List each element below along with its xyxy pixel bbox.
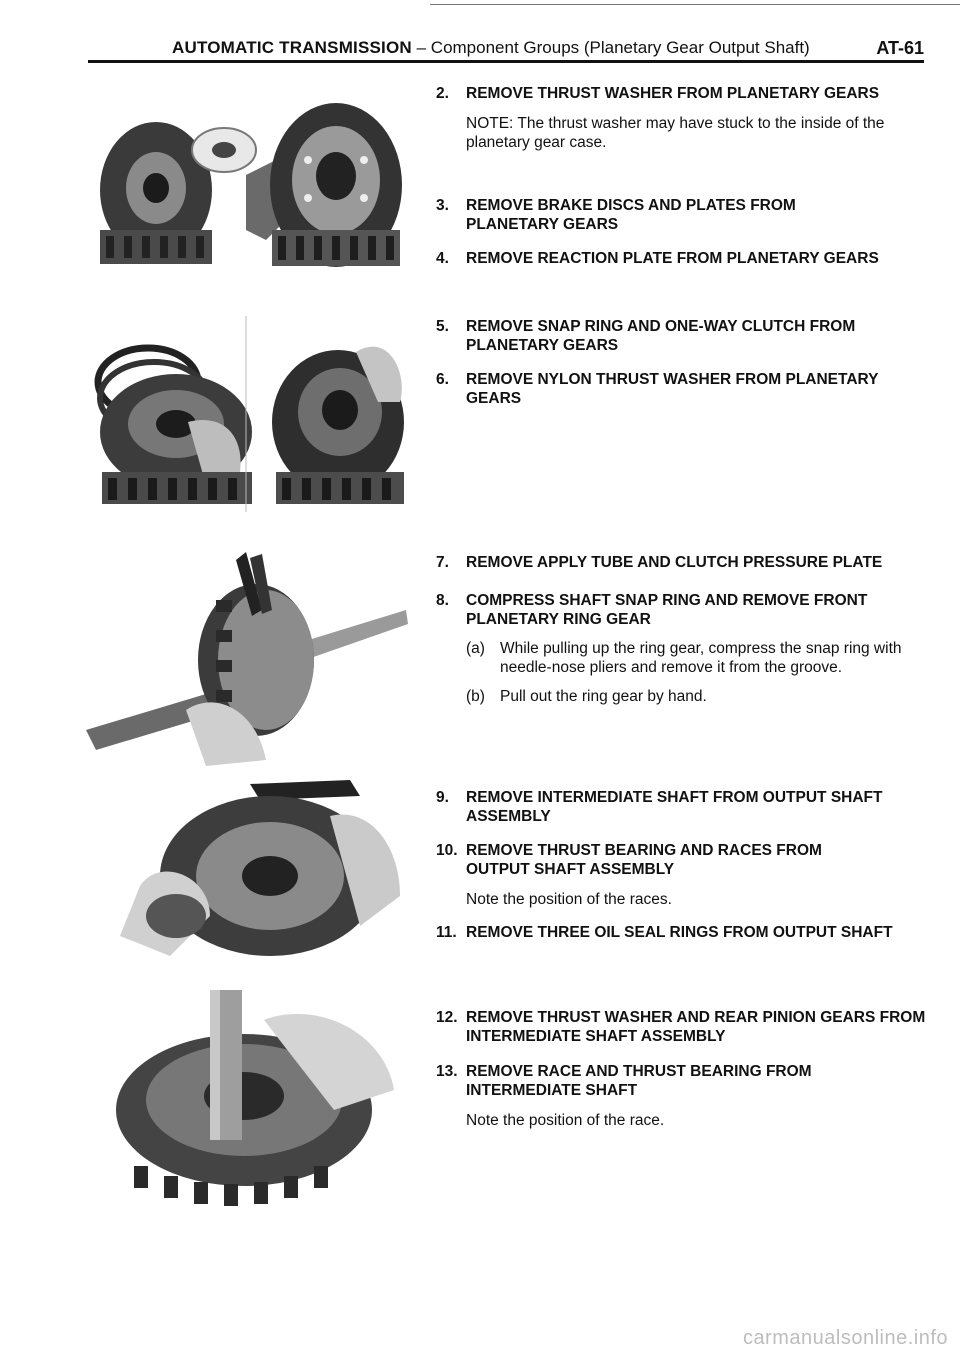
step-4: [436, 249, 926, 268]
step-7: [436, 553, 926, 572]
step-substep: [466, 687, 926, 706]
photo-intermediate-shaft: [100, 776, 410, 972]
step-number: 5.: [436, 318, 449, 335]
step-10: [436, 841, 926, 909]
step-note: NOTE: The thrust washer may have stuck to the inside of the planetary gear case.: [466, 115, 885, 151]
step-number: 10.: [436, 842, 458, 859]
step-6: [436, 370, 926, 408]
photo-ring-gear-shaft: [86, 540, 412, 766]
page-number: AT-61: [876, 38, 924, 58]
step-title: REMOVE REACTION PLATE FROM PLANETARY GEARS: [466, 250, 879, 267]
step-number: 6.: [436, 371, 449, 388]
step-title: REMOVE APPLY TUBE AND CLUTCH PRESSURE PLATE: [466, 554, 883, 571]
step-2: [436, 84, 926, 152]
step-note: Note the position of the race.: [466, 1112, 665, 1129]
step-number: 11.: [436, 924, 457, 941]
step-8: [436, 591, 926, 706]
step-title: REMOVE THRUST BEARING AND RACES FROM OUTPUT SHAFT ASSEMBLY: [466, 842, 822, 878]
substep-text: While pulling up the ring gear, compress the snap ring with needle-nose pliers and remove it from the groove.: [500, 640, 902, 676]
step-title: REMOVE THREE OIL SEAL RINGS FROM OUTPUT SHAFT: [466, 924, 893, 941]
step-title: COMPRESS SHAFT SNAP RING AND REMOVE FRONT PLANETARY RING GEAR: [466, 592, 868, 628]
top-rule: [430, 4, 960, 5]
watermark: carmanualsonline.info: [742, 1327, 948, 1349]
step-number: 8.: [436, 592, 449, 609]
step-number: 9.: [436, 789, 449, 806]
step-title: REMOVE RACE AND THRUST BEARING FROM INTERMEDIATE SHAFT: [466, 1063, 812, 1099]
step-12: [436, 1008, 926, 1046]
substep-label: (a): [466, 640, 485, 657]
substep-label: (b): [466, 688, 485, 705]
step-5: [436, 317, 926, 355]
step-13: [436, 1062, 926, 1130]
photo-snap-ring-clutch: [88, 312, 410, 518]
header-title-bold: AUTOMATIC TRANSMISSION: [172, 38, 412, 57]
header-title-rest: – Component Groups (Planetary Gear Output Shaft): [411, 38, 810, 57]
header-title: [172, 38, 810, 58]
step-title: REMOVE THRUST WASHER FROM PLANETARY GEARS: [466, 85, 880, 102]
step-3: [436, 196, 926, 234]
step-title: REMOVE INTERMEDIATE SHAFT FROM OUTPUT SHAFT ASSEMBLY: [466, 789, 883, 825]
step-substep: [466, 639, 926, 677]
step-number: 13.: [436, 1063, 458, 1080]
step-11: [436, 923, 926, 942]
photo-rear-pinion-gears: [94, 980, 412, 1210]
step-note: Note the position of the races.: [466, 891, 672, 908]
step-number: 12.: [436, 1009, 458, 1026]
step-number: 7.: [436, 554, 449, 571]
step-number: 4.: [436, 250, 449, 267]
step-title: REMOVE BRAKE DISCS AND PLATES FROM PLANETARY GEARS: [466, 197, 796, 233]
step-9: [436, 788, 926, 826]
page-header: [88, 34, 924, 64]
step-title: REMOVE NYLON THRUST WASHER FROM PLANETARY GEARS: [466, 371, 879, 407]
step-number: 2.: [436, 85, 449, 102]
step-number: 3.: [436, 197, 449, 214]
substep-text: Pull out the ring gear by hand.: [500, 688, 707, 705]
step-title: REMOVE THRUST WASHER AND REAR PINION GEARS FROM INTERMEDIATE SHAFT ASSEMBLY: [466, 1009, 926, 1045]
step-title: REMOVE SNAP RING AND ONE-WAY CLUTCH FROM PLANETARY GEARS: [466, 318, 856, 354]
photo-thrust-washer: [96, 80, 408, 306]
header-rule: [88, 60, 924, 63]
